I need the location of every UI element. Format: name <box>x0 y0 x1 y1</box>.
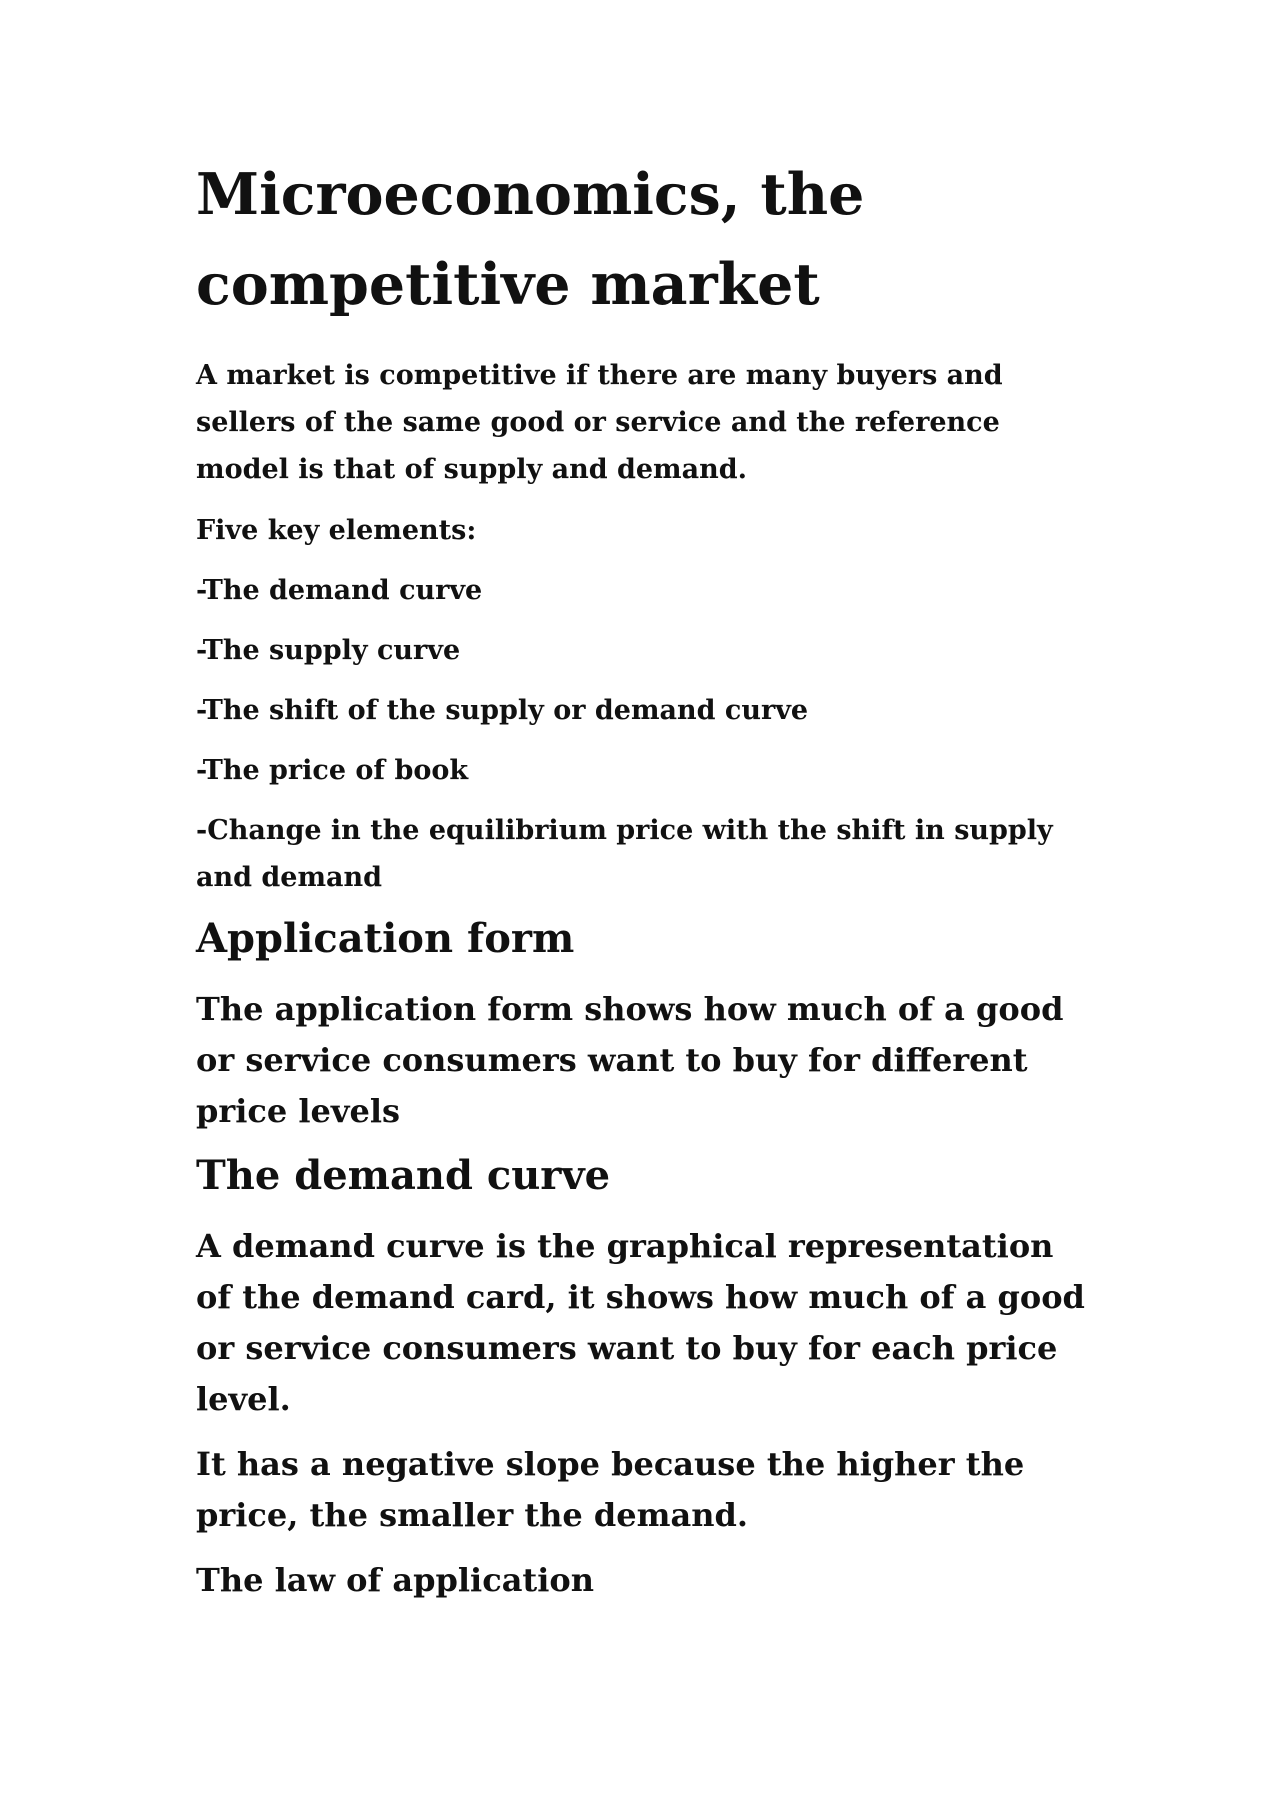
list-item: -Change in the equilibrium price with the shift in supply and demand <box>196 815 1053 893</box>
list-item: -The price of book <box>196 755 469 786</box>
key-elements-heading: Five key elements: <box>196 515 477 546</box>
list-item: -The demand curve <box>196 575 483 606</box>
demand-curve-paragraph: A demand curve is the graphical representation of the demand card, it shows how much of a good or service consumers want to buy for each price level. <box>196 1227 1085 1418</box>
section-heading-demand-curve: The demand curve <box>196 1152 611 1199</box>
negative-slope-paragraph: It has a negative slope because the higher the price, the smaller the demand. <box>196 1445 1025 1534</box>
list-item: -The shift of the supply or demand curve <box>196 695 809 726</box>
intro-paragraph: A market is competitive if there are many buyers and sellers of the same good or service and the reference model is that of supply and demand. <box>196 360 1003 485</box>
application-form-paragraph: The application form shows how much of a good or service consumers want to buy for different price levels <box>196 990 1064 1130</box>
law-of-application-paragraph: The law of application <box>196 1561 594 1599</box>
list-item: -The supply curve <box>196 635 461 666</box>
section-heading-application-form: Application form <box>196 915 575 962</box>
document-page <box>196 150 1096 1620</box>
document-title: Microeconomics, the competitive market <box>196 161 865 318</box>
